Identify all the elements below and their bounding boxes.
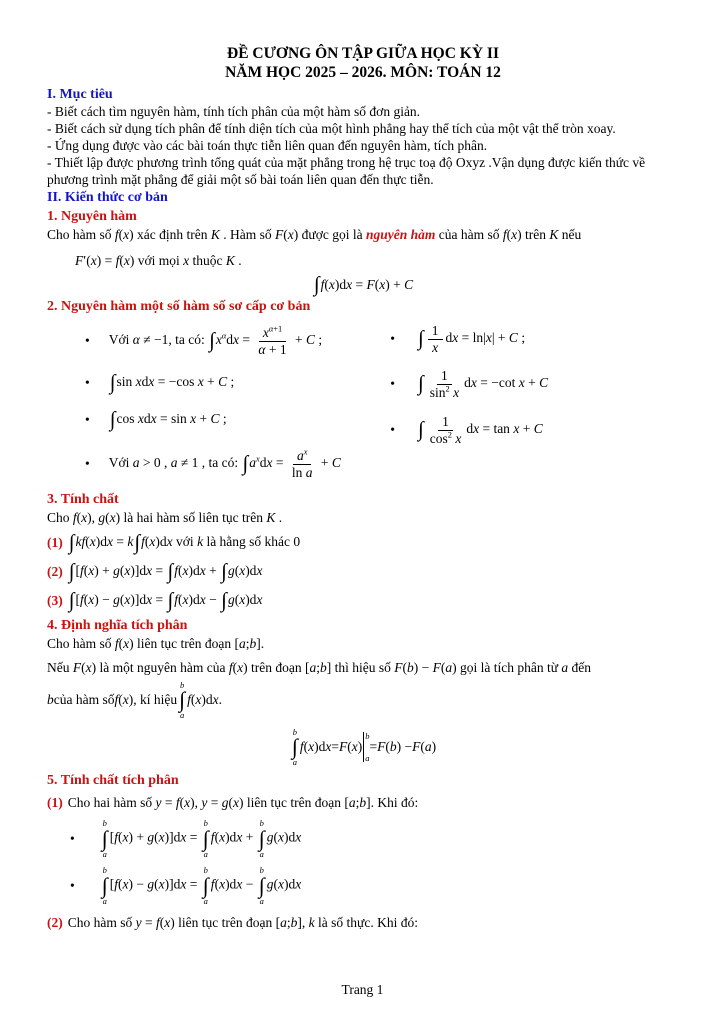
objective-item: - Biết cách sử dụng tích phân để tính diện tích của một hình phẳng hay thể tích của một vật thể tròn xoay.	[47, 121, 616, 136]
integral-property-bullets	[47, 815, 679, 909]
exponential-integral-formula: Với a > 0 , a ≠ 1 , ta có: $\int a^xdx$ = $\frac{a^x}{\text{ln a}}$ + C	[108, 447, 341, 480]
definite-integral-line3: b của hàm số f ( x ), kí hiệu b ∫ a f ( x )d x .	[47, 679, 223, 721]
secant-squared-integral-formula: ∫ $\frac{1}{\cos^2 x}$ dx = tan x + C	[418, 414, 543, 446]
properties-intro: Cho f(x), g(x) là hai hàm số liên tục trên K .	[47, 510, 283, 526]
reciprocal-integral-formula: ∫ $\frac{1}{x}$ dx = ln|x| + C ;	[418, 323, 526, 355]
property-row	[47, 528, 679, 557]
definite-integral-line1: Cho hàm số f(x) liên tục trên đoạn [a;b].	[47, 636, 265, 652]
integral-property-2-intro: Cho hàm số y = f(x) liên tục trên đoạn [a;b], k là số thực. Khi đó:	[67, 915, 418, 931]
property-row	[47, 586, 679, 615]
page-number: Trang 1	[341, 982, 384, 997]
formula-row	[47, 317, 388, 365]
objective-item: - Biết cách tìm nguyên hàm, tính tích phân của một hàm số đơn giản.	[47, 104, 421, 119]
property-marker: (2)	[47, 915, 63, 931]
definite-difference-formula: b ∫ a [f(x) − g(x)]dx = b ∫ a f(x)dx − b ∫ a g(x)dx	[101, 865, 302, 906]
formula-row	[47, 815, 679, 862]
formula-row	[388, 317, 679, 361]
knowledge-heading: II. Kiến thức cơ bản	[47, 190, 168, 205]
formula-row	[47, 365, 388, 400]
cos-integral-formula: ∫cos xdx = sin x + C ;	[109, 406, 227, 431]
definite-integral-line2: Nếu F(x) là một nguyên hàm của f(x) trên đoạn [a;b] thì hiệu số F(b) − F(a) gọi là tích phân từ a đến	[47, 660, 592, 676]
bullet-marker: •	[85, 411, 90, 427]
property-marker: (1)	[47, 534, 63, 550]
formula-row	[47, 400, 388, 439]
property-row	[47, 557, 679, 586]
subsection-2-heading: 2. Nguyên hàm một số hàm số sơ cấp cơ bản	[47, 299, 311, 315]
bullet-marker: •	[85, 333, 90, 349]
subsection-1-heading: 1. Nguyên hàm	[47, 209, 137, 224]
primitive-formulas-left-column	[47, 317, 388, 489]
formula-row	[47, 439, 388, 489]
formula-row	[388, 407, 679, 453]
document-header	[47, 44, 679, 82]
newton-leibniz-formula: b ∫ a f ( x )d x = F ( x ) b a = F ( b ) − F ( a )	[291, 726, 437, 768]
property-marker: (1)	[47, 795, 63, 811]
title-line-1: ĐỀ CƯƠNG ÔN TẬP GIỮA HỌC KỲ II	[227, 45, 499, 62]
bullet-marker: •	[70, 877, 75, 893]
objectives-heading: I. Mục tiêu	[47, 87, 113, 102]
bullet-marker: •	[390, 422, 395, 438]
objective-item: - Ứng dụng được vào các bài toán thực tiễn liên quan đến nguyên hàm, tích phân.	[47, 138, 488, 153]
title-line-2: NĂM HỌC 2025 – 2026. MÔN: TOÁN 12	[225, 64, 501, 81]
antiderivative-formula: ∫f(x)dx = F(x) + C	[313, 272, 414, 297]
subsection-3-heading: 3. Tính chất	[47, 492, 119, 508]
definite-sum-formula: b ∫ a [f(x) + g(x)]dx = b ∫ a f(x)dx + b ∫ a g(x)dx	[101, 818, 302, 859]
objective-item: - Thiết lập được phương trình tổng quát của mặt phẳng trong hệ trục toạ độ Oxyz .Vận dụng được kiến thức về phương trình mặt phẳng để giải một số bài toán liên quan đến thực tiễn.	[47, 155, 646, 187]
bullet-marker: •	[390, 376, 395, 392]
constant-multiple-property: ∫kf(x)dx = k∫f(x)dx với k là hằng số khác 0	[68, 529, 301, 554]
subsection-5-heading: 5. Tính chất tích phân	[47, 773, 179, 789]
antiderivative-intro: Cho hàm số f(x) xác định trên K . Hàm số F(x) được gọi là nguyên hàm của hàm số f(x) trên K nếu	[47, 227, 582, 242]
property-marker: (2)	[47, 563, 63, 579]
sin-integral-formula: ∫sin xdx = −cos x + C ;	[109, 369, 235, 394]
bullet-marker: •	[70, 830, 75, 846]
integral-property-row	[47, 911, 679, 935]
antiderivative-condition: F′(x) = f(x) với mọi x thuộc K .	[75, 253, 242, 268]
formula-row	[388, 361, 679, 407]
property-marker: (3)	[47, 592, 63, 608]
subsection-4-heading: 4. Định nghĩa tích phân	[47, 618, 188, 634]
cosecant-squared-integral-formula: ∫ $\frac{1}{\sin^2 x}$ dx = −cot x + C	[418, 368, 549, 400]
primitive-formulas	[47, 317, 679, 489]
bullet-marker: •	[390, 331, 395, 347]
integral-property-row	[47, 791, 679, 815]
power-rule-formula: Với α ≠ −1, ta có: $\int x^\alpha dx$ = $\frac{x^{\alpha+1}}{\alpha + 1}$ + C ;	[108, 324, 323, 357]
bullet-marker: •	[85, 456, 90, 472]
bullet-marker: •	[85, 374, 90, 390]
integral-property-1-intro: Cho hai hàm số y = f(x), y = g(x) liên tục trên đoạn [a;b]. Khi đó:	[67, 795, 419, 811]
sum-property: ∫[f(x) + g(x)]dx = ∫f(x)dx + ∫g(x)dx	[68, 558, 263, 583]
formula-row	[47, 862, 679, 909]
primitive-formulas-right-column	[388, 317, 679, 489]
difference-property: ∫[f(x) − g(x)]dx = ∫f(x)dx − ∫g(x)dx	[68, 587, 263, 612]
